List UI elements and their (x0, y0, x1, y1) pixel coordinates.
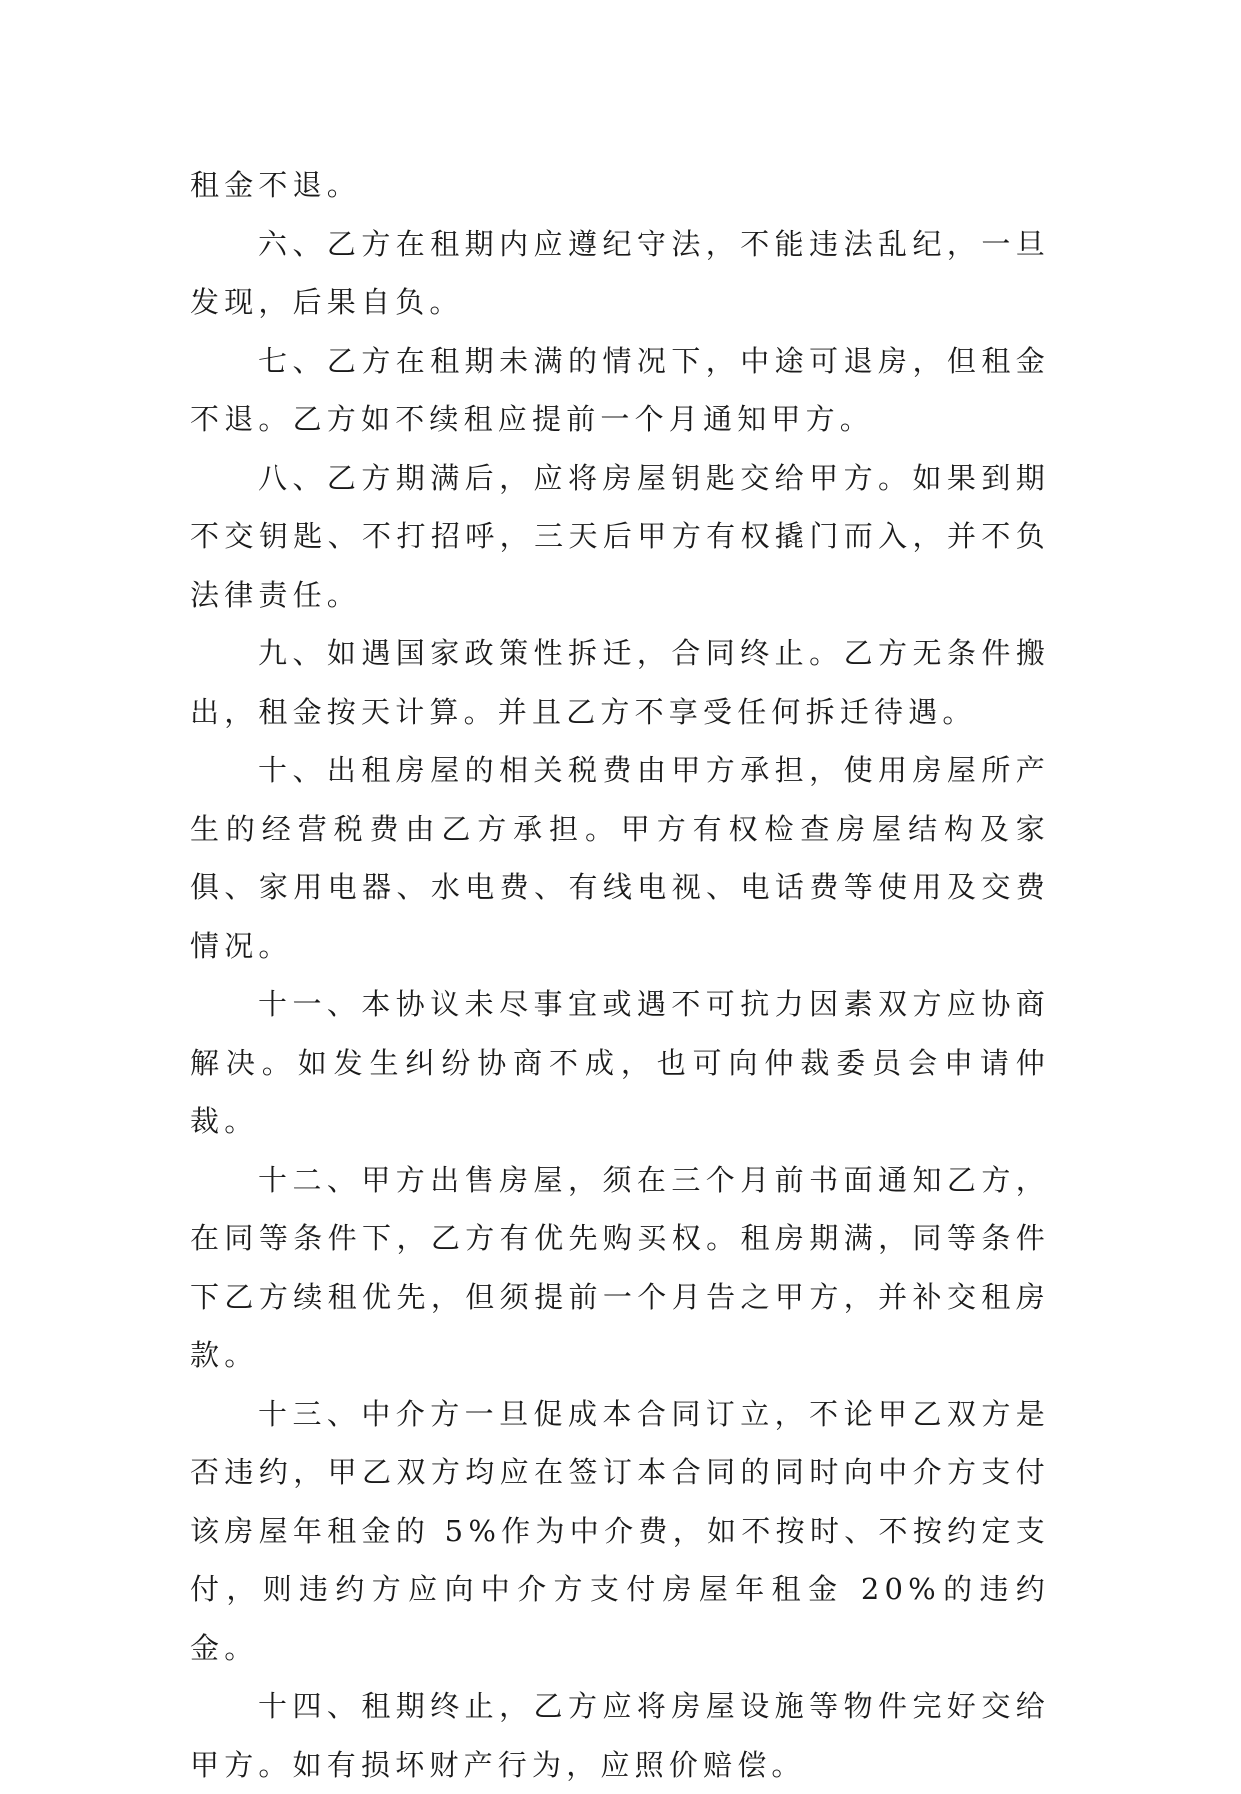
clause-13: 十三、中介方一旦促成本合同订立，不论甲乙双方是否违约，甲乙双方均应在签订本合同的同时向中介方支付该房屋年租金的 5%作为中介费，如不按时、不按约定支付，则违约方应向中介方支付房屋年租金 20%的违约金。 (190, 1396, 1050, 1665)
clause-7: 七、乙方在租期未满的情况下，中途可退房，但租金不退。乙方如不续租应提前一个月通知甲方。 (190, 343, 1050, 436)
clause-14: 十四、租期终止，乙方应将房屋设施等物件完好交给甲方。如有损坏财产行为，应照价赔偿。 (190, 1689, 1050, 1782)
paragraph-continuation: 租金不退。 (190, 168, 362, 202)
clause-8: 八、乙方期满后，应将房屋钥匙交给甲方。如果到期不交钥匙、不打招呼，三天后甲方有权撬门而入，并不负法律责任。 (190, 460, 1050, 612)
clause-10: 十、出租房屋的相关税费由甲方承担，使用房屋所产生的经营税费由乙方承担。甲方有权检查房屋结构及家俱、家用电器、水电费、有线电视、电话费等使用及交费情况。 (190, 753, 1050, 963)
clause-11: 十一、本协议未尽事宜或遇不可抗力因素双方应协商解决。如发生纠纷协商不成，也可向仲裁委员会申请仲裁。 (190, 987, 1050, 1138)
clause-9: 九、如遇国家政策性拆迁，合同终止。乙方无条件搬出，租金按天计算。并且乙方不享受任何拆迁待遇。 (190, 636, 1050, 729)
clause-6: 六、乙方在租期内应遵纪守法，不能违法乱纪，一旦发现，后果自负。 (190, 226, 1050, 319)
clause-12: 十二、甲方出售房屋，须在三个月前书面通知乙方，在同等条件下，乙方有优先购买权。租房期满，同等条件下乙方续租优先，但须提前一个月告之甲方，并补交租房款。 (190, 1162, 1050, 1372)
document-body (190, 156, 1050, 1794)
